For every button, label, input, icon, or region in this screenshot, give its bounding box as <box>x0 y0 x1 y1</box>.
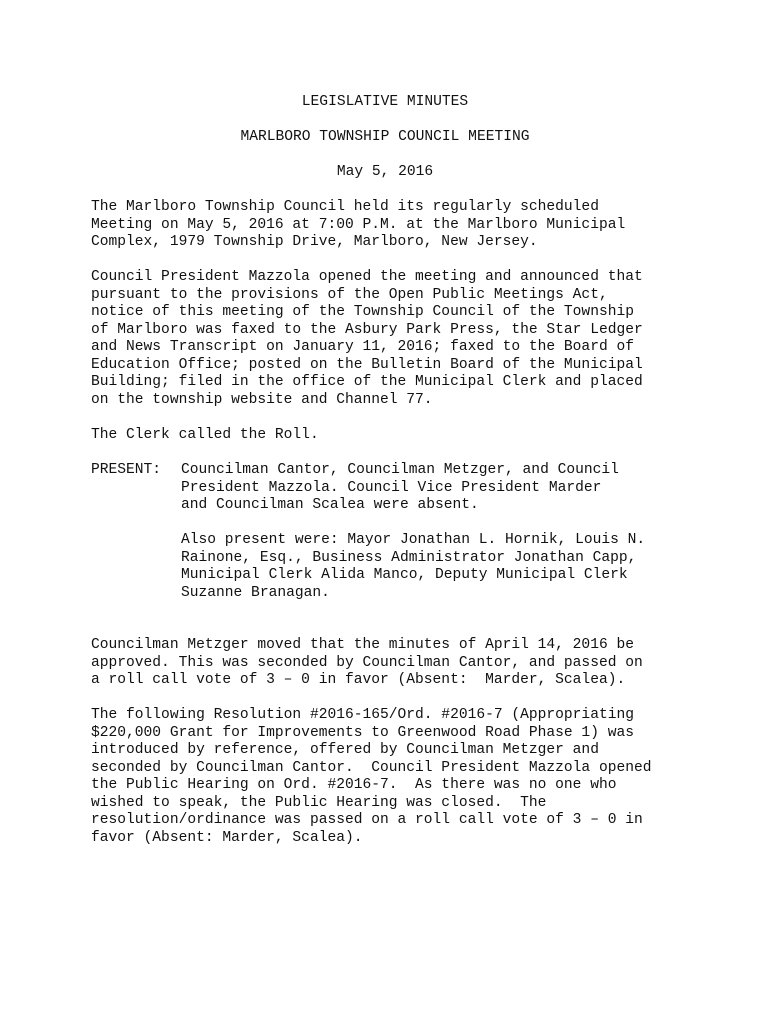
also-present-line: Also present were: Mayor Jonathan L. Hornik, Louis N. <box>181 532 646 548</box>
meeting-date: May 5, 2016 <box>336 164 434 180</box>
paragraph-line: a roll call vote of 3 – 0 in favor (Absent: Marder, Scalea). <box>91 672 626 688</box>
paragraph-line: of Marlboro was faxed to the Asbury Park Press, the Star Ledger <box>91 322 643 338</box>
paragraph-line: Council President Mazzola opened the meeting and announced that <box>91 269 643 285</box>
paragraph-line: Meeting on May 5, 2016 at 7:00 P.M. at the Marlboro Municipal <box>91 217 626 233</box>
paragraph-line: approved. This was seconded by Councilman Cantor, and passed on <box>91 655 643 671</box>
attendance-line: Councilman Cantor, Councilman Metzger, and Council <box>181 462 619 478</box>
present-label: PRESENT: <box>91 462 162 478</box>
paragraph-line: and News Transcript on January 11, 2016; faxed to the Board of <box>91 339 634 355</box>
paragraph-line: resolution/ordinance was passed on a roll call vote of 3 – 0 in <box>91 812 643 828</box>
attendance-line: and Councilman Scalea were absent. <box>181 497 479 513</box>
attendance-line: President Mazzola. Council Vice President Marder <box>181 480 602 496</box>
document-title: LEGISLATIVE MINUTES <box>301 94 469 110</box>
paragraph-line: on the township website and Channel 77. <box>91 392 433 408</box>
paragraph-line: Building; filed in the office of the Municipal Clerk and placed <box>91 374 643 390</box>
paragraph-line: wished to speak, the Public Hearing was closed. The <box>91 795 547 811</box>
paragraph-line: notice of this meeting of the Township Council of the Township <box>91 304 634 320</box>
paragraph-line: The Marlboro Township Council held its regularly scheduled <box>91 199 599 215</box>
also-present-line: Municipal Clerk Alida Manco, Deputy Municipal Clerk <box>181 567 628 583</box>
paragraph-line: seconded by Councilman Cantor. Council President Mazzola opened <box>91 760 652 776</box>
paragraph-line: The following Resolution #2016-165/Ord. #2016-7 (Appropriating <box>91 707 634 723</box>
paragraph-line: introduced by reference, offered by Councilman Metzger and <box>91 742 599 758</box>
paragraph-line: Complex, 1979 Township Drive, Marlboro, New Jersey. <box>91 234 538 250</box>
paragraph-line: favor (Absent: Marder, Scalea). <box>91 830 363 846</box>
paragraph-line: Education Office; posted on the Bulletin Board of the Municipal <box>91 357 643 373</box>
paragraph-line: The Clerk called the Roll. <box>91 427 319 443</box>
paragraph-line: the Public Hearing on Ord. #2016-7. As there was no one who <box>91 777 617 793</box>
paragraph-line: $220,000 Grant for Improvements to Greenwood Road Phase 1) was <box>91 725 634 741</box>
paragraph-line: Councilman Metzger moved that the minutes of April 14, 2016 be <box>91 637 634 653</box>
paragraph-line: pursuant to the provisions of the Open Public Meetings Act, <box>91 287 608 303</box>
also-present-line: Suzanne Branagan. <box>181 585 330 601</box>
also-present-line: Rainone, Esq., Business Administrator Jonathan Capp, <box>181 550 637 566</box>
meeting-name: MARLBORO TOWNSHIP COUNCIL MEETING <box>240 129 530 145</box>
